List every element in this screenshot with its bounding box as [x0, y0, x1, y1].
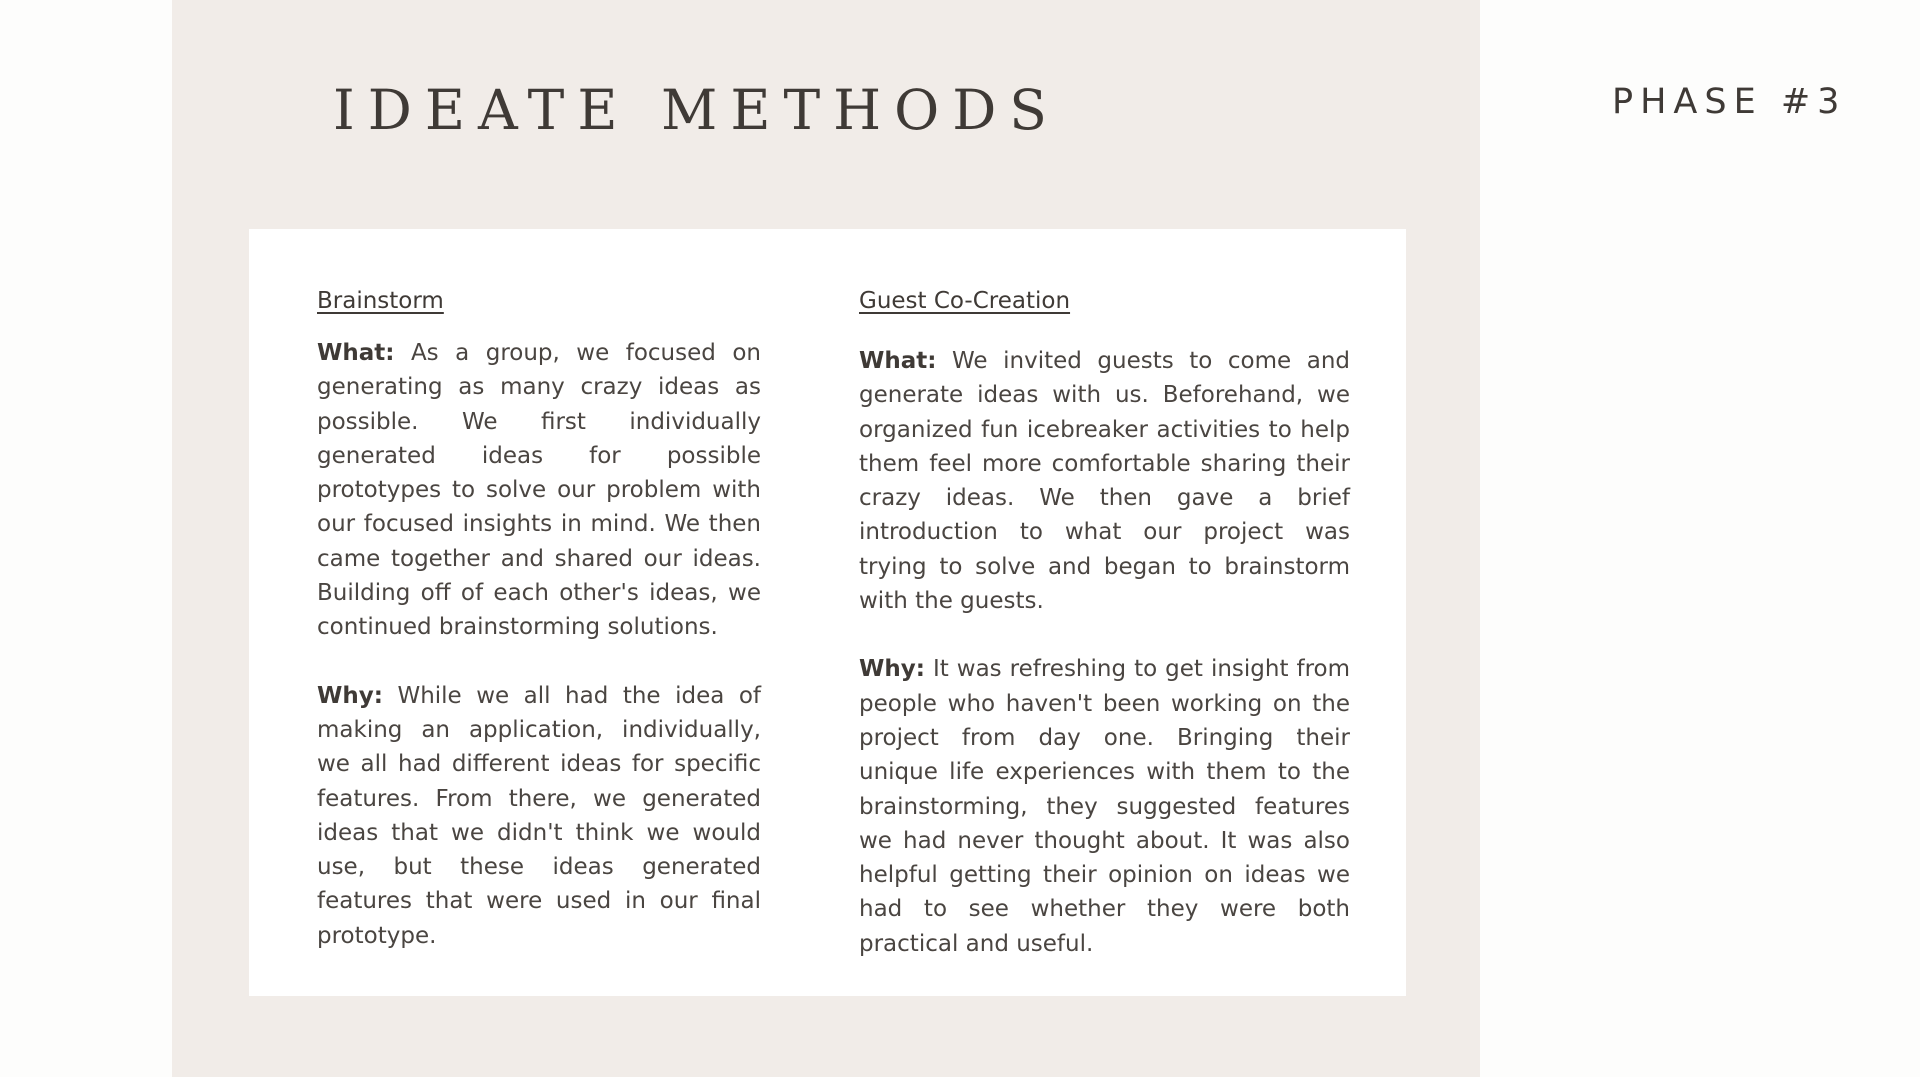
why-label: Why:: [317, 682, 383, 709]
method-heading-guest-co-creation: Guest Co-Creation: [859, 288, 1071, 314]
what-label: What:: [317, 340, 395, 366]
why-text: It was refreshing to get insight from people who haven't been working on the project from day one. Bringing their unique life experiences with them to the brainstorming, they suggested features we had never thought about. It was also helpful getting their opinion on ideas we had to see whether they were both practical and useful.: [859, 656, 1351, 957]
what-text: We invited guests to come and generate ideas with us. Beforehand, we organized fun icebreaker activities to help them feel more comfortable sharing their crazy ideas. We then gave a brief introduction to what our project was trying to solve and began to brainstorm with the guests.: [859, 348, 1351, 615]
what-text: As a group, we focused on generating as many crazy ideas as possible. We first individually generated ideas for possible prototypes to solve our problem with our focused insights in mind. We then came together and shared our ideas. Building off of each other's ideas, we continued brainstorming solutions.: [317, 340, 761, 641]
phase-label: PHASE #3: [1612, 82, 1847, 122]
method-why-paragraph: [859, 652, 1350, 961]
method-column-guest-co-creation: [859, 284, 1350, 961]
why-text: While we all had the idea of making an application, individually, we all had different ideas for specific features. From there, we generated ideas that we didn't think we would use, but these ideas generated features that were used in our final prototype.: [317, 682, 762, 949]
method-column-brainstorm: [317, 284, 761, 953]
method-what-paragraph: [317, 336, 761, 645]
method-what-paragraph: [859, 344, 1350, 618]
what-label: What:: [859, 348, 937, 374]
page-title: IDEATE METHODS: [333, 78, 1060, 142]
why-label: Why:: [859, 656, 925, 683]
method-heading-brainstorm: Brainstorm: [317, 288, 444, 314]
methods-card: [249, 229, 1406, 996]
method-why-paragraph: [317, 679, 761, 953]
